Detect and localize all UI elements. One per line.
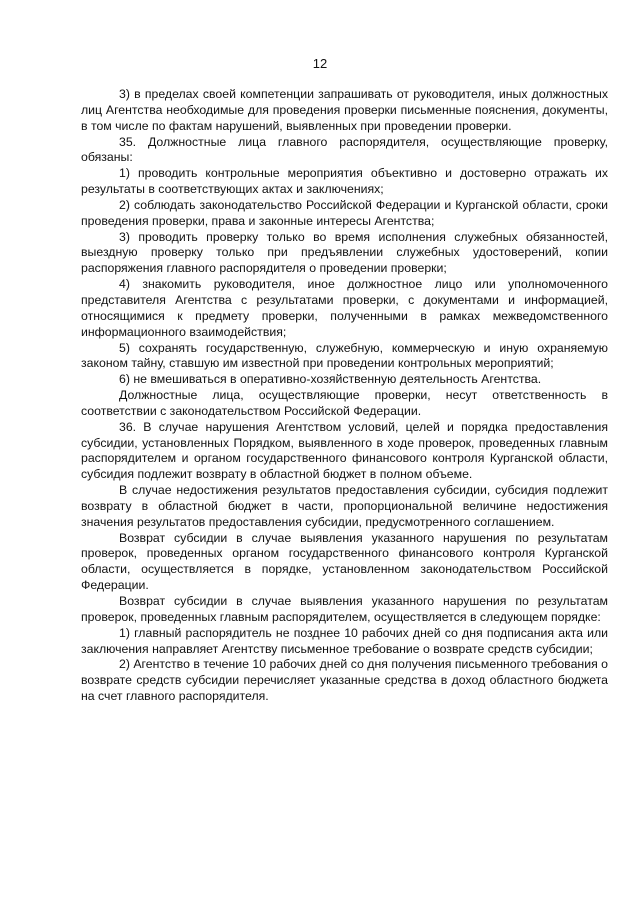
document-body <box>81 87 608 705</box>
paragraph-duty-6-no-interference: 6) не вмешиваться в оперативно-хозяйственную деятельность Агентства. <box>119 372 542 387</box>
paragraph-return-step-2: 2) Агентство в течение 10 рабочих дней со дня получения письменного требования о возврате средств субсидии перечисляет указанные средства в доход областного бюджета на счет главного распорядителя. <box>81 657 608 704</box>
paragraph-partial-return: В случае недостижения результатов предоставления субсидии, субсидия подлежит возврату в областной бюджет в части, пропорциональной величине недостижения значения результатов предоставления субсидии, предусмотренного соглашением. <box>81 483 608 529</box>
paragraph-return-financial-control: Возврат субсидии в случае выявления указанного нарушения по результатам проверок, проведенных органом государственного финансового контроля Курганской области, осуществляется в порядке, установленном законодательством Российской Федерации. <box>81 530 608 593</box>
paragraph-duty-1-objective-control: 1) проводить контрольные мероприятия объективно и достоверно отражать их результаты в соответствующих актах и заключениях; <box>81 166 608 197</box>
paragraph-duty-2-comply-legislation: 2) соблюдать законодательство Российской Федерации и Курганской области, сроки проведения проверки, права и законные интересы Агентства; <box>81 197 608 228</box>
paragraph-return-step-1: 1) главный распорядитель не позднее 10 рабочих дней со дня подписания акта или заключения направляет Агентству письменное требование о возврате средств субсидии; <box>81 625 608 656</box>
paragraph-return-procedure-intro: Возврат субсидии в случае выявления указанного нарушения по результатам проверок, проведенных главным распорядителем, осуществляется в следующем порядке: <box>81 594 608 624</box>
paragraph-36-subsidy-return-full: 36. В случае нарушения Агентством условий, целей и порядка предоставления субсидии, установленных Порядком, выявленного в ходе проверок, проведенных главным распорядителем и органом государственного финансового контроля Курганской области, субсидия подлежит возврату в областной бюджет в полном объеме. <box>81 419 608 482</box>
paragraph-35-officials-obliged: 35. Должностные лица главного распорядителя, осуществляющие проверку, обязаны: <box>81 134 608 165</box>
page-number: 12 <box>312 56 328 71</box>
paragraph-item-3-request-explanations: 3) в пределах своей компетенции запрашивать от руководителя, иных должностных лиц Агентства необходимые для проведения проверки письменные пояснения, документы, в том числе по фактам нарушений, выявленных при проведении проверки. <box>81 87 608 133</box>
paragraph-duty-4-acquaint-results: 4) знакомить руководителя, иное должностное лицо или уполномоченного представителя Агентства с результатами проверки, с документами и информацией, относящимися к предмету проверки, полученными в рамках межведомственного информационного взаимодействия; <box>81 277 608 339</box>
paragraph-officials-responsibility: Должностные лица, осуществляющие проверки, несут ответственность в соответствии с законодательством Российской Федерации. <box>81 388 608 418</box>
paragraph-duty-5-keep-secrets: 5) сохранять государственную, служебную, коммерческую и иную охраняемую законом тайну, ставшую им известной при проведении контрольных мероприятий; <box>81 340 608 371</box>
paragraph-duty-3-inspection-during-duty: 3) проводить проверку только во время исполнения служебных обязанностей, выездную проверку только при предъявлении служебных удостоверений, копии распоряжения главного распорядителя о проведении проверки; <box>81 229 608 276</box>
